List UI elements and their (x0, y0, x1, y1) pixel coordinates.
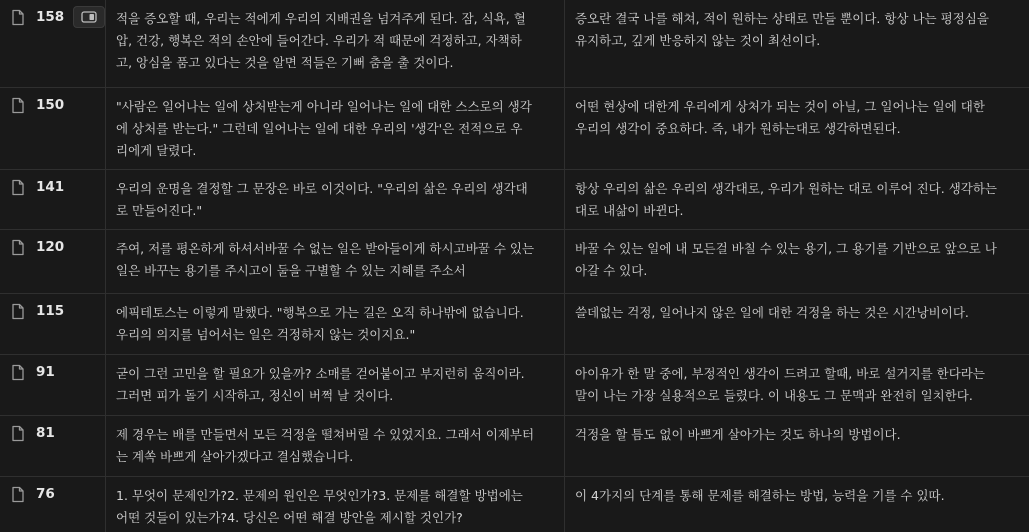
page-cell[interactable] (0, 0, 106, 87)
table-row[interactable] (0, 416, 1029, 477)
page-number: 158 (36, 9, 65, 25)
document-icon (10, 239, 26, 256)
note-cell[interactable]: 걱정을 할 틈도 없이 바쁘게 살아가는 것도 하나의 방법이다. (575, 427, 901, 442)
document-icon (10, 9, 26, 26)
document-icon (10, 425, 26, 442)
quote-cell[interactable]: 에픽테토스는 이렇게 말했다. "행복으로 가는 길은 오직 하나밖에 없습니다. 우리의 의지를 넘어서는 일은 걱정하지 않는 것이지요." (106, 294, 565, 354)
page-cell[interactable] (0, 416, 106, 476)
document-icon (10, 303, 26, 320)
note-cell[interactable]: 증오란 결국 나를 해쳐, 적이 원하는 상태로 만들 뿐이다. 항상 나는 평정심을 유지하고, 깊게 반응하지 않는 것이 최선이다. (575, 11, 989, 48)
document-icon (10, 364, 26, 381)
page-cell[interactable] (0, 88, 106, 169)
sidebar-panel-icon (81, 11, 97, 23)
document-icon (10, 97, 26, 114)
page-number: 91 (36, 364, 55, 380)
note-cell[interactable]: 바꿀 수 있는 일에 내 모든걸 바칠 수 있는 용기, 그 용기를 기반으로 앞으로 나 아갈 수 있다. (575, 241, 997, 278)
quote-cell[interactable]: 적을 증오할 때, 우리는 적에게 우리의 지배권을 넘겨주게 된다. 잠, 식욕, 혈 압, 건강, 행복은 적의 손안에 들어간다. 우리가 적 때문에 걱정하고, 자책하 고, 앙심을 품고 있다는 것을 알면 적들은 기뻐 춤을 출 것이다. (106, 0, 565, 87)
table-row[interactable] (0, 477, 1029, 532)
note-cell[interactable]: 아이유가 한 말 중에, 부정적인 생각이 드려고 할때, 바로 설거지를 한다라는 말이 나는 가장 실용적으로 들렸다. 이 내용도 그 문맥과 완전히 일치한다. (575, 366, 985, 403)
quote-cell[interactable]: "사람은 일어나는 일에 상처받는게 아니라 일어나는 일에 대한 스스로의 생각 에 상처를 받는다." 그런데 일어나는 일에 대한 우리의 '생각'은 전적으로 우 리에게 달렸다. (106, 88, 565, 169)
page-number: 81 (36, 425, 55, 441)
page-cell[interactable] (0, 230, 106, 293)
table-row[interactable] (0, 170, 1029, 230)
document-icon (10, 179, 26, 196)
page-number: 115 (36, 303, 65, 319)
table-row[interactable] (0, 355, 1029, 416)
page-cell[interactable] (0, 355, 106, 415)
page-number: 120 (36, 239, 65, 255)
table-row[interactable] (0, 294, 1029, 355)
note-cell[interactable]: 쓸데없는 걱정, 일어나지 않은 일에 대한 걱정을 하는 것은 시간낭비이다. (575, 305, 969, 320)
page-cell[interactable] (0, 477, 106, 532)
table-row[interactable] (0, 0, 1029, 88)
note-cell[interactable]: 이 4가지의 단계를 통해 문제를 해결하는 방법, 능력을 기를 수 있따. (575, 488, 945, 503)
page-number: 141 (36, 179, 65, 195)
page-number: 150 (36, 97, 65, 113)
document-icon (10, 486, 26, 503)
page-number: 76 (36, 486, 55, 502)
table-row[interactable] (0, 88, 1029, 170)
quote-cell[interactable]: 주여, 저를 평온하게 하셔서바꿀 수 없는 일은 받아들이게 하시고바꿀 수 있는 일은 바꾸는 용기를 주시고이 둘을 구별할 수 있는 지혜를 주소서 (106, 230, 565, 293)
page-cell[interactable] (0, 294, 106, 354)
quote-cell[interactable]: 굳이 그런 고민을 할 필요가 있을까? 소매를 걷어붙이고 부지런히 움직이라. 그러면 피가 돌기 시작하고, 정신이 버쩍 날 것이다. (106, 355, 565, 415)
quote-cell[interactable]: 1. 무엇이 문제인가?2. 문제의 원인은 무엇인가?3. 문제를 해결할 방법에는 어떤 것들이 있는가?4. 당신은 어떤 해결 방안을 제시할 것인가? (106, 477, 565, 532)
quote-cell[interactable]: 우리의 운명을 결정할 그 문장은 바로 이것이다. "우리의 삶은 우리의 생각대 로 만들어진다." (106, 170, 565, 229)
open-page-button[interactable] (73, 6, 105, 28)
note-cell[interactable]: 어떤 현상에 대한게 우리에게 상처가 되는 것이 아닐, 그 일어나는 일에 대한 우리의 생각이 중요하다. 즉, 내가 원하는대로 생각하면된다. (575, 99, 985, 136)
page-cell[interactable] (0, 170, 106, 229)
note-cell[interactable]: 항상 우리의 삶은 우리의 생각대로, 우리가 원하는 대로 이루어 진다. 생각하는 대로 내삶이 바뀐다. (575, 181, 998, 218)
quote-cell[interactable]: 제 경우는 배를 만들면서 모든 걱정을 떨쳐버릴 수 있었지요. 그래서 이제부터 는 계쏙 바쁘게 살아가겠다고 결심했습니다. (106, 416, 565, 476)
table-row[interactable] (0, 230, 1029, 294)
